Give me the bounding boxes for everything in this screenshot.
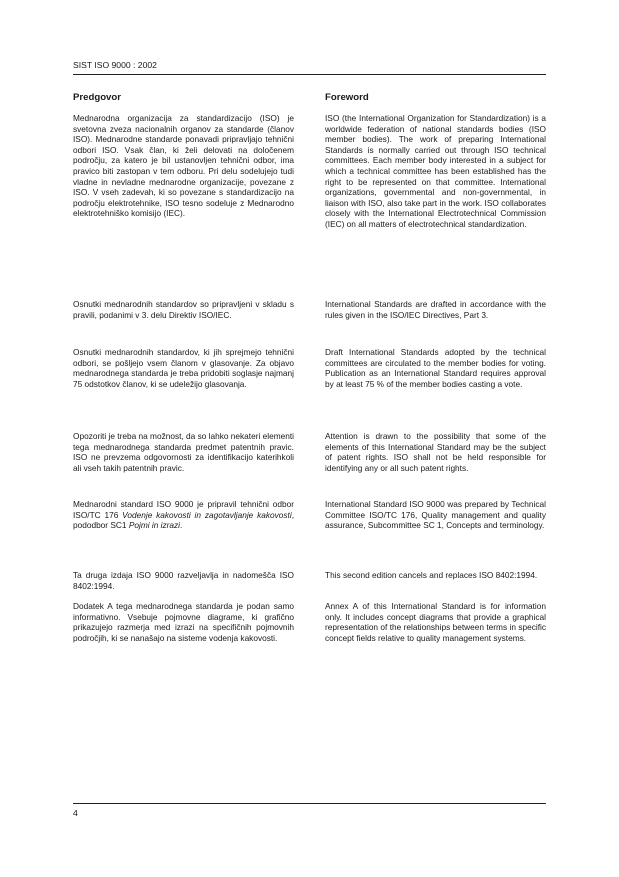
english-paragraph-7: Annex A of this International Standard is for information only. It includes concept diagrams that provide a graphical representation of the relationships between terms in specific concept fields relative to quality management systems. (325, 601, 546, 643)
slovene-paragraph-1: Mednarodna organizacija za standardizacijo (ISO) je svetovna zveza nacionalnih organov za standarde (članov ISO). Mednarodne standarde ponavadi pripravljajo tehnični odbori ISO. Vsak član, ki želi delovati na določenem področju, za katero je bil ustanovljen tehnični odbor, ima pravico biti zastopan v tem odboru. Pri delu sodelujejo tudi vladne in nevladne mednarodne organizacije, povezane z ISO. V vseh zadevah, ki so povezane s standardizacijo na področju elektrotehnike, ISO tesno sodeluje z Mednarodno elektrotehniško komisijo (IEC). (73, 113, 294, 219)
slovene-column (73, 92, 294, 643)
slovene-paragraph-5 (73, 499, 294, 531)
footer-divider (73, 803, 546, 804)
slovene-p5-italic-a: Vodenje kakovosti in zagotavljanje kakovosti (122, 509, 292, 520)
slovene-paragraph-3: Osnutki mednarodnih standardov, ki jih sprejmejo tehnični odbori, se pošljejo vsem članom v glasovanje. Za objavo mednarodnega standarda je treba pridobiti soglasje najmanj 75 odstotkov članov, ki se udeležijo glasovanja. (73, 347, 294, 389)
page-number: 4 (73, 808, 78, 818)
english-title: Foreword (325, 92, 369, 103)
english-column (325, 92, 546, 643)
english-paragraph-3: Draft International Standards adopted by the technical committees are circulated to the member bodies for voting. Publication as an International Standard requires approval by at least 75 % of the member bodies casting a vote. (325, 347, 546, 389)
slovene-paragraph-7: Dodatek A tega mednarodnega standarda je podan samo informativno. Vsebuje pojmovne diagrame, ki grafično prikazujejo razmerja med izrazi na specifičnih pojmovnih področjih, ki se nanašajo na sisteme vodenja kakovosti. (73, 601, 294, 643)
header-divider (73, 74, 546, 75)
slovene-paragraph-2: Osnutki mednarodnih standardov so pripravljeni v skladu s pravili, podanimi v 3. delu Direktiv ISO/IEC. (73, 299, 294, 320)
english-paragraph-4: Attention is drawn to the possibility that some of the elements of this International Standard may be the subject of patent rights. ISO shall not be held responsible for identifying any or all such patent rights. (325, 431, 546, 473)
slovene-p5-text-c: . (180, 520, 183, 531)
slovene-paragraph-6: Ta druga izdaja ISO 9000 razveljavlja in nadomešča ISO 8402:1994. (73, 570, 294, 591)
english-paragraph-2: International Standards are drafted in accordance with the rules given in the ISO/IEC Directives, Part 3. (325, 299, 546, 320)
slovene-p5-text-a: Mednarodni standard ISO 9000 je pripravil tehnični odbor ISO/TC 176 (73, 499, 294, 520)
slovene-p5-italic-b: Pojmi in izrazi (128, 520, 181, 531)
slovene-paragraph-4: Opozoriti je treba na možnost, da so lahko nekateri elementi tega mednarodnega standarda predmet patentnih pravic. ISO ne prevzema odgovornosti za identifikacijo katerihkoli ali vseh takih patentnih pravic. (73, 431, 294, 473)
slovene-title: Predgovor (73, 92, 121, 103)
document-header: SIST ISO 9000 : 2002 (73, 60, 157, 70)
english-paragraph-6: This second edition cancels and replaces ISO 8402:1994. (325, 570, 538, 580)
english-paragraph-5: International Standard ISO 9000 was prepared by Technical Committee ISO/TC 176, Quality management and quality assurance, Subcommittee SC 1, Concepts and terminology. (325, 499, 546, 531)
english-paragraph-1: ISO (the International Organization for Standardization) is a worldwide federation of national standards bodies (ISO member bodies). The work of preparing International Standards is normally carried out through ISO technical committees. Each member body interested in a subject for which a technical committee has been established has the right to be represented on that committee. International organizations, governmental and non-governmental, in liaison with ISO, also take part in the work. ISO collaborates closely with the International Electrotechnical Commission (IEC) on all matters of electrotechnical standardization. (325, 113, 546, 229)
slovene-p5-text-b: , pododbor SC1 (73, 509, 294, 531)
